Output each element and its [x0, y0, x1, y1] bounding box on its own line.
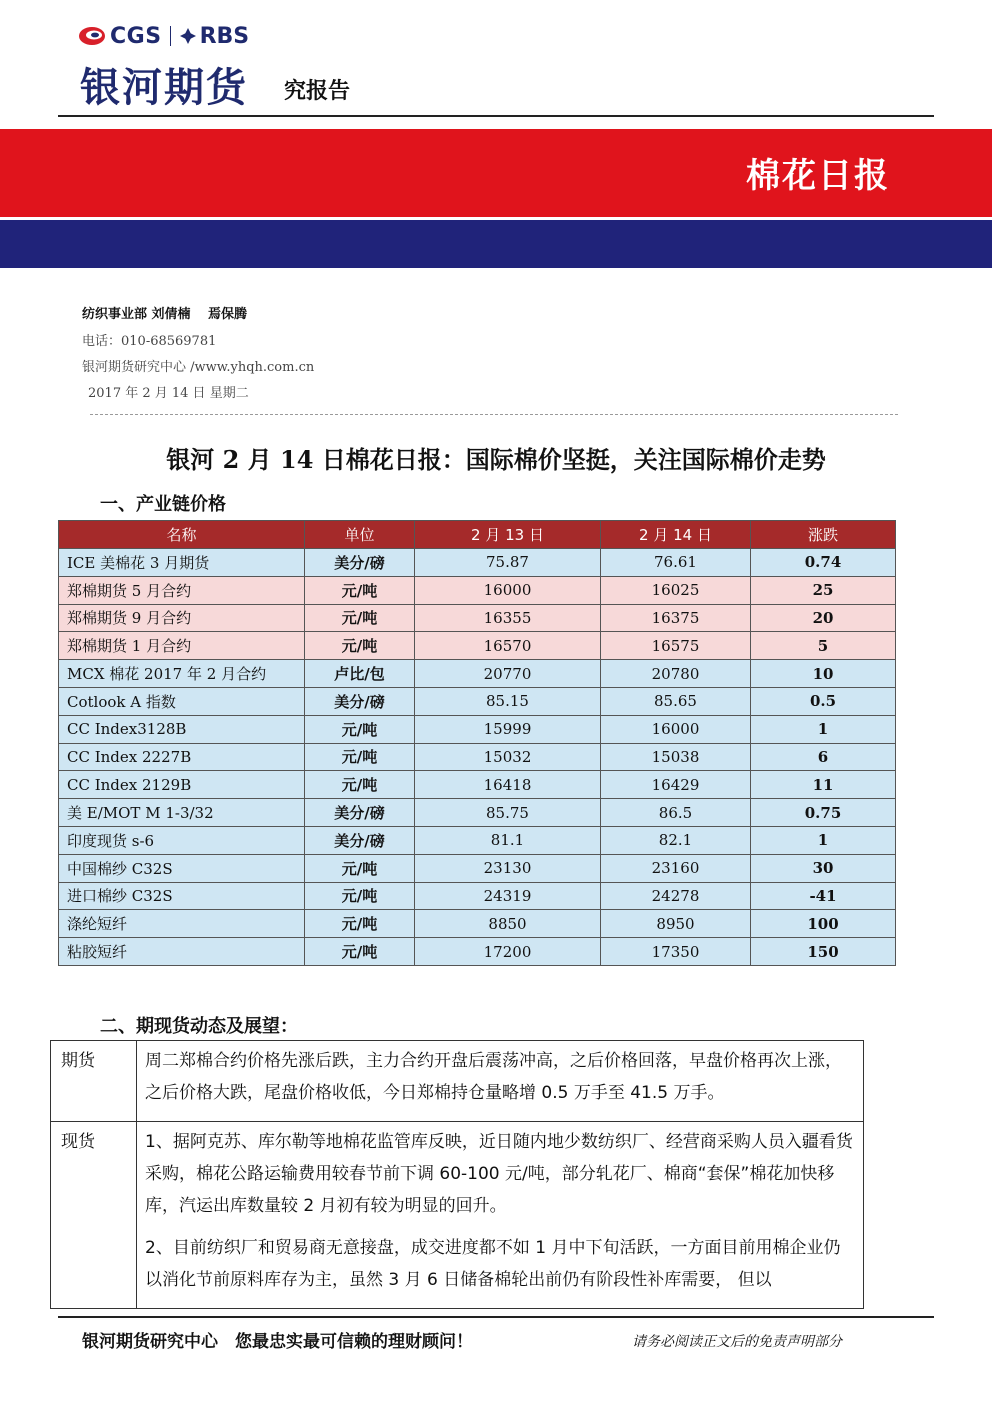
- price-feb14-cell: 20780: [601, 660, 751, 688]
- price-feb13-cell: 16000: [415, 576, 601, 604]
- price-name-cell: ICE 美棉花 3 月期货: [59, 549, 305, 577]
- col-feb13: 2 月 13 日: [415, 521, 601, 549]
- col-name: 名称: [59, 521, 305, 549]
- price-feb14-cell: 16000: [601, 715, 751, 743]
- footer-divider: [58, 1316, 934, 1318]
- price-unit-cell: 元/吨: [305, 910, 415, 938]
- price-row: [59, 826, 896, 854]
- price-name-cell: 印度现货 s-6: [59, 826, 305, 854]
- price-unit-cell: 元/吨: [305, 632, 415, 660]
- price-unit-cell: 美分/磅: [305, 826, 415, 854]
- price-row: [59, 632, 896, 660]
- price-feb14-cell: 23160: [601, 854, 751, 882]
- cgs-swirl-icon: [78, 25, 106, 47]
- banner-title: 棉花日报: [746, 156, 890, 196]
- price-row: [59, 604, 896, 632]
- price-row: [59, 549, 896, 577]
- logo-rbs-text: RBS: [199, 23, 250, 49]
- price-change-cell: 11: [751, 771, 896, 799]
- price-feb14-cell: 16429: [601, 771, 751, 799]
- price-row: [59, 715, 896, 743]
- price-feb13-cell: 85.75: [415, 799, 601, 827]
- futures-label: 期货: [51, 1041, 137, 1122]
- price-feb13-cell: 17200: [415, 938, 601, 966]
- price-change-cell: -41: [751, 882, 896, 910]
- price-feb13-cell: 15032: [415, 743, 601, 771]
- spot-label: 现货: [51, 1122, 137, 1309]
- price-row: [59, 910, 896, 938]
- price-change-cell: 5: [751, 632, 896, 660]
- price-feb13-cell: 85.15: [415, 687, 601, 715]
- price-name-cell: 进口棉纱 C32S: [59, 882, 305, 910]
- price-unit-cell: 元/吨: [305, 743, 415, 771]
- price-change-cell: 0.5: [751, 687, 896, 715]
- section1-heading: 一、产业链价格: [100, 494, 226, 515]
- price-change-cell: 20: [751, 604, 896, 632]
- price-feb13-cell: 75.87: [415, 549, 601, 577]
- price-row: [59, 660, 896, 688]
- price-table: [58, 520, 896, 966]
- price-unit-cell: 美分/磅: [305, 799, 415, 827]
- price-change-cell: 1: [751, 826, 896, 854]
- price-feb14-cell: 86.5: [601, 799, 751, 827]
- price-row: [59, 743, 896, 771]
- price-unit-cell: 元/吨: [305, 604, 415, 632]
- date-line: 2017 年 2 月 14 日 星期二: [88, 386, 249, 401]
- price-feb14-cell: 15038: [601, 743, 751, 771]
- rbs-daisy-icon: [179, 27, 197, 45]
- price-name-cell: CC Index 2129B: [59, 771, 305, 799]
- header-divider: [58, 115, 934, 117]
- price-row: [59, 799, 896, 827]
- price-feb14-cell: 82.1: [601, 826, 751, 854]
- price-feb14-cell: 8950: [601, 910, 751, 938]
- price-name-cell: 粘胶短纤: [59, 938, 305, 966]
- futures-row: [51, 1041, 864, 1122]
- price-change-cell: 10: [751, 660, 896, 688]
- price-name-cell: 郑棉期货 5 月合约: [59, 576, 305, 604]
- col-feb14: 2 月 14 日: [601, 521, 751, 549]
- section2-heading: 二、期现货动态及展望：: [100, 1016, 298, 1037]
- report-type: 究报告: [284, 79, 351, 104]
- price-feb13-cell: 16355: [415, 604, 601, 632]
- price-unit-cell: 元/吨: [305, 576, 415, 604]
- blue-banner: [0, 220, 992, 268]
- price-feb14-cell: 17350: [601, 938, 751, 966]
- price-name-cell: CC Index 2227B: [59, 743, 305, 771]
- price-name-cell: MCX 棉花 2017 年 2 月合约: [59, 660, 305, 688]
- org-line: 银河期货研究中心 /www.yhqh.com.cn: [82, 360, 315, 375]
- price-change-cell: 1: [751, 715, 896, 743]
- brand-name: 银河期货: [80, 65, 248, 111]
- price-row: [59, 882, 896, 910]
- cgs-rbs-logo: [78, 22, 249, 50]
- price-name-cell: 郑棉期货 9 月合约: [59, 604, 305, 632]
- price-feb13-cell: 8850: [415, 910, 601, 938]
- price-feb14-cell: 16025: [601, 576, 751, 604]
- price-name-cell: Cotlook A 指数: [59, 687, 305, 715]
- price-feb13-cell: 16570: [415, 632, 601, 660]
- dynamics-table: [50, 1040, 864, 1309]
- spot-row: [51, 1122, 864, 1309]
- price-unit-cell: 美分/磅: [305, 549, 415, 577]
- col-unit: 单位: [305, 521, 415, 549]
- price-feb13-cell: 23130: [415, 854, 601, 882]
- price-row: [59, 576, 896, 604]
- price-change-cell: 150: [751, 938, 896, 966]
- price-unit-cell: 卢比/包: [305, 660, 415, 688]
- price-unit-cell: 美分/磅: [305, 687, 415, 715]
- price-feb13-cell: 16418: [415, 771, 601, 799]
- price-feb13-cell: 81.1: [415, 826, 601, 854]
- spot-body: [137, 1122, 864, 1309]
- price-row: [59, 938, 896, 966]
- futures-text: 周二郑棉合约价格先涨后跌，主力合约开盘后震荡冲高，之后价格回落，早盘价格再次上涨，之后价格大跌，尾盘价格收低，今日郑棉持仓量略增 0.5 万手至 41.5 万手。: [137, 1041, 864, 1122]
- price-row: [59, 854, 896, 882]
- price-change-cell: 0.74: [751, 549, 896, 577]
- footer-slogan: 银河期货研究中心 您最忠实最可信赖的理财顾问！: [82, 1332, 473, 1352]
- price-name-cell: 中国棉纱 C32S: [59, 854, 305, 882]
- price-feb14-cell: 16375: [601, 604, 751, 632]
- price-unit-cell: 元/吨: [305, 854, 415, 882]
- price-unit-cell: 元/吨: [305, 938, 415, 966]
- report-title: 银河 2 月 14 日棉花日报：国际棉价坚挺，关注国际棉价走势: [166, 445, 826, 474]
- price-row: [59, 771, 896, 799]
- price-feb14-cell: 85.65: [601, 687, 751, 715]
- spot-paragraph-2: 2、目前纺织厂和贸易商无意接盘，成交进度都不如 1 月中下旬活跃，一方面目前用棉企业仍以消化节前原料库存为主，虽然 3 月 6 日储备棉轮出前仍有阶段性补库需要， 但以: [145, 1238, 841, 1290]
- logo-separator: [170, 26, 171, 46]
- price-feb13-cell: 20770: [415, 660, 601, 688]
- price-feb13-cell: 24319: [415, 882, 601, 910]
- price-name-cell: 美 E/MOT M 1-3/32: [59, 799, 305, 827]
- price-feb14-cell: 76.61: [601, 549, 751, 577]
- price-change-cell: 6: [751, 743, 896, 771]
- price-change-cell: 0.75: [751, 799, 896, 827]
- footer-disclaimer: 请务必阅读正文后的免责声明部分: [632, 1334, 842, 1350]
- price-feb13-cell: 15999: [415, 715, 601, 743]
- phone-line: 电话：010-68569781: [82, 334, 217, 349]
- price-name-cell: 涤纶短纤: [59, 910, 305, 938]
- price-name-cell: CC Index3128B: [59, 715, 305, 743]
- spot-paragraph-1: 1、据阿克苏、库尔勒等地棉花监管库反映，近日随内地少数纺织厂、经营商采购人员入疆看货采购，棉花公路运输费用较春节前下调 60-100 元/吨，部分轧花厂、棉商“套保”棉花加快移库，汽运出库数量较 2 月初有较为明显的回升。: [145, 1132, 853, 1216]
- price-table-header: [59, 521, 896, 549]
- price-name-cell: 郑棉期货 1 月合约: [59, 632, 305, 660]
- price-change-cell: 100: [751, 910, 896, 938]
- price-change-cell: 25: [751, 576, 896, 604]
- col-change: 涨跌: [751, 521, 896, 549]
- price-feb14-cell: 16575: [601, 632, 751, 660]
- price-feb14-cell: 24278: [601, 882, 751, 910]
- price-unit-cell: 元/吨: [305, 715, 415, 743]
- author-line: 纺织事业部 刘倩楠 焉保腾: [82, 307, 248, 322]
- price-row: [59, 687, 896, 715]
- price-unit-cell: 元/吨: [305, 882, 415, 910]
- price-unit-cell: 元/吨: [305, 771, 415, 799]
- logo-cgs-text: CGS: [110, 23, 162, 49]
- meta-divider: [90, 414, 898, 415]
- price-change-cell: 30: [751, 854, 896, 882]
